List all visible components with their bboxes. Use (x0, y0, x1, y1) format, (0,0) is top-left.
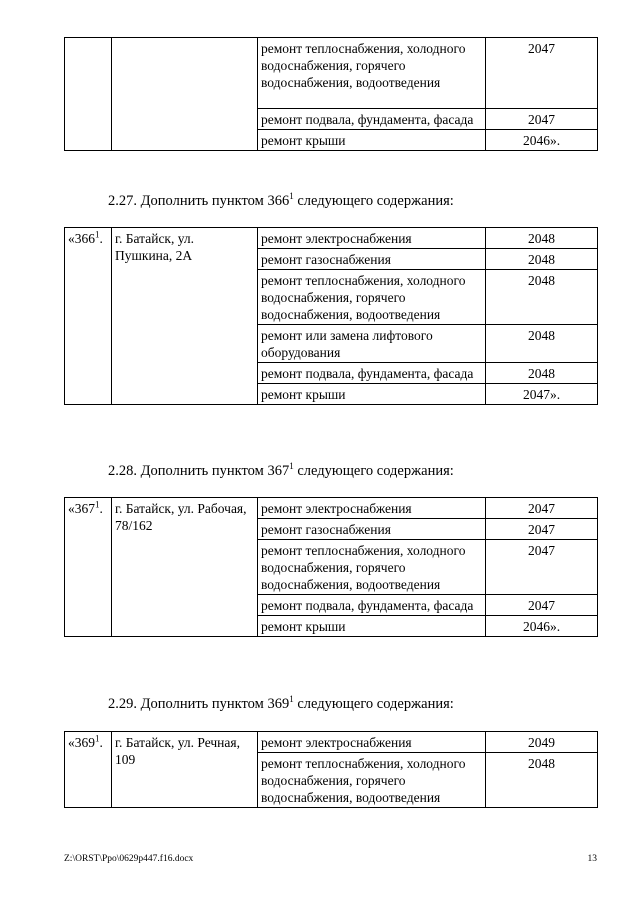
paragraph-2-27: 2.27. Дополнить пунктом $366^1$ следующего содержания: (108, 191, 454, 209)
work-cell: ремонт крыши (258, 130, 486, 151)
table-367-1 (64, 497, 598, 637)
work-cell: ремонт теплоснабжения, холодного водоснабжения, горячего водоснабжения, водоотведения (258, 753, 486, 808)
work-cell: ремонт крыши (258, 616, 486, 637)
number-cell: «$367^1$. (65, 498, 112, 637)
year-cell: 2047 (486, 595, 598, 616)
work-cell: ремонт теплоснабжения, холодного водоснабжения, горячего водоснабжения, водоотведения (258, 540, 486, 595)
paragraph-2-29: 2.29. Дополнить пунктом $369^1$ следующего содержания: (108, 694, 454, 712)
work-cell: ремонт теплоснабжения, холодного водоснабжения, горячего водоснабжения, водоотведения (258, 38, 486, 109)
year-cell: 2047 (486, 498, 598, 519)
year-cell: 2046». (486, 616, 598, 637)
work-cell: ремонт газоснабжения (258, 249, 486, 270)
work-cell: ремонт газоснабжения (258, 519, 486, 540)
work-cell: ремонт подвала, фундамента, фасада (258, 109, 486, 130)
table-row (65, 38, 598, 109)
year-cell: 2049 (486, 732, 598, 753)
table-row (65, 498, 598, 519)
table-366-1 (64, 227, 598, 405)
table-369-1 (64, 731, 598, 808)
work-cell: ремонт электроснабжения (258, 498, 486, 519)
year-cell: 2048 (486, 753, 598, 808)
number-cell: «$366^1$. (65, 228, 112, 405)
paragraph-2-28: 2.28. Дополнить пунктом $367^1$ следующего содержания: (108, 461, 454, 479)
address-cell: г. Батайск, ул. Речная, 109 (112, 732, 258, 808)
work-cell: ремонт крыши (258, 384, 486, 405)
work-cell: ремонт электроснабжения (258, 228, 486, 249)
work-cell: ремонт подвала, фундамента, фасада (258, 363, 486, 384)
year-cell: 2046». (486, 130, 598, 151)
work-cell: ремонт электроснабжения (258, 732, 486, 753)
address-cell: г. Батайск, ул. Рабочая, 78/162 (112, 498, 258, 637)
work-cell: ремонт теплоснабжения, холодного водоснабжения, горячего водоснабжения, водоотведения (258, 270, 486, 325)
table-row (65, 732, 598, 753)
year-cell: 2047 (486, 109, 598, 130)
year-cell: 2047 (486, 519, 598, 540)
work-cell: ремонт или замена лифтового оборудования (258, 325, 486, 363)
address-cell (112, 38, 258, 151)
number-cell: «$369^1$. (65, 732, 112, 808)
year-cell: 2048 (486, 249, 598, 270)
footer-file-path: Z:\ORST\Ppo\0629p447.f16.docx (64, 854, 194, 864)
work-cell: ремонт подвала, фундамента, фасада (258, 595, 486, 616)
year-cell: 2048 (486, 228, 598, 249)
page-number: 13 (587, 854, 597, 864)
address-cell: г. Батайск, ул. Пушкина, 2А (112, 228, 258, 405)
year-cell: 2047 (486, 540, 598, 595)
table-row (65, 228, 598, 249)
table-continuation (64, 37, 598, 151)
year-cell: 2048 (486, 270, 598, 325)
year-cell: 2048 (486, 325, 598, 363)
number-cell (65, 38, 112, 151)
year-cell: 2048 (486, 363, 598, 384)
year-cell: 2047 (486, 38, 598, 109)
year-cell: 2047». (486, 384, 598, 405)
